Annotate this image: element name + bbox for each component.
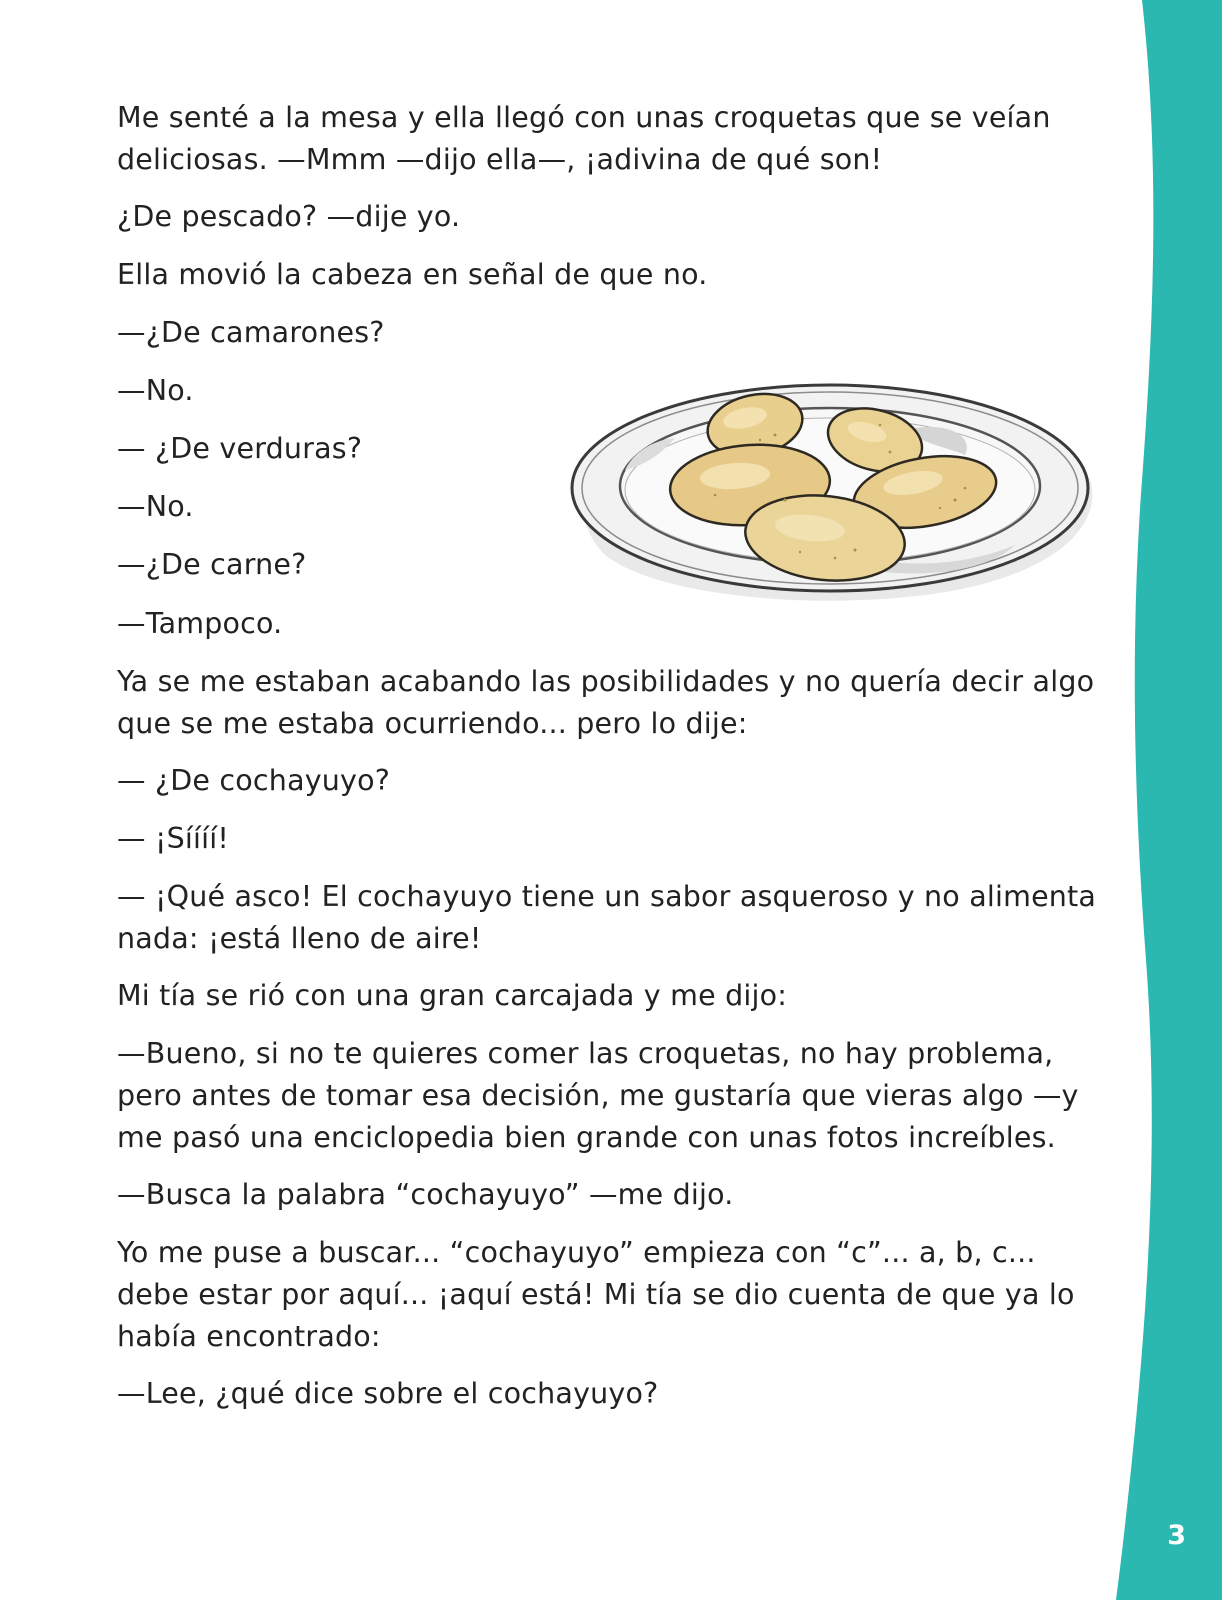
- story-paragraph: —No.: [117, 490, 194, 523]
- story-paragraph: ¿De pescado? —dije yo.: [117, 200, 461, 233]
- story-paragraph: Ella movió la cabeza en señal de que no.: [117, 258, 708, 291]
- story-paragraph: Ya se me estaban acabando las posibilidades y no quería decir algo que se me estaba ocurriendo... pero lo dije:: [117, 665, 1095, 740]
- story-paragraph: — ¿De cochayuyo?: [117, 764, 391, 797]
- story-paragraph: — ¿De verduras?: [117, 432, 363, 465]
- story-paragraph: —¿De camarones?: [117, 316, 385, 349]
- story-paragraph: Me senté a la mesa y ella llegó con unas croquetas que se veían deliciosas. —Mmm —dijo ella—, ¡adivina de qué son!: [117, 101, 1051, 176]
- story-paragraph: —Bueno, si no te quieres comer las croquetas, no hay problema, pero antes de tomar esa decisión, me gustaría que vieras algo —y me pasó una enciclopedia bien grande con unas fotos increíbles.: [117, 1037, 1079, 1154]
- story-paragraph: — ¡Síííí!: [117, 822, 229, 855]
- page-number: 3: [1167, 1520, 1186, 1551]
- story-paragraph: —Tampoco.: [117, 607, 283, 640]
- story-paragraph: —Busca la palabra “cochayuyo” —me dijo.: [117, 1178, 734, 1211]
- story-paragraph: — ¡Qué asco! El cochayuyo tiene un sabor asqueroso y no alimenta nada: ¡está lleno de aire!: [117, 880, 1097, 955]
- story-paragraph: —No.: [117, 374, 194, 407]
- plate-of-croquettes-illustration: [545, 340, 1115, 625]
- page-edge-band: [1112, 0, 1222, 1600]
- story-paragraph: —Lee, ¿qué dice sobre el cochayuyo?: [117, 1377, 659, 1410]
- story-paragraph: Yo me puse a buscar... “cochayuyo” empieza con “c”... a, b, c... debe estar por aquí... ¡aquí está! Mi tía se dio cuenta de que ya lo había encontrado:: [117, 1236, 1075, 1353]
- story-paragraph: —¿De carne?: [117, 548, 307, 581]
- story-paragraph: Mi tía se rió con una gran carcajada y me dijo:: [117, 979, 788, 1012]
